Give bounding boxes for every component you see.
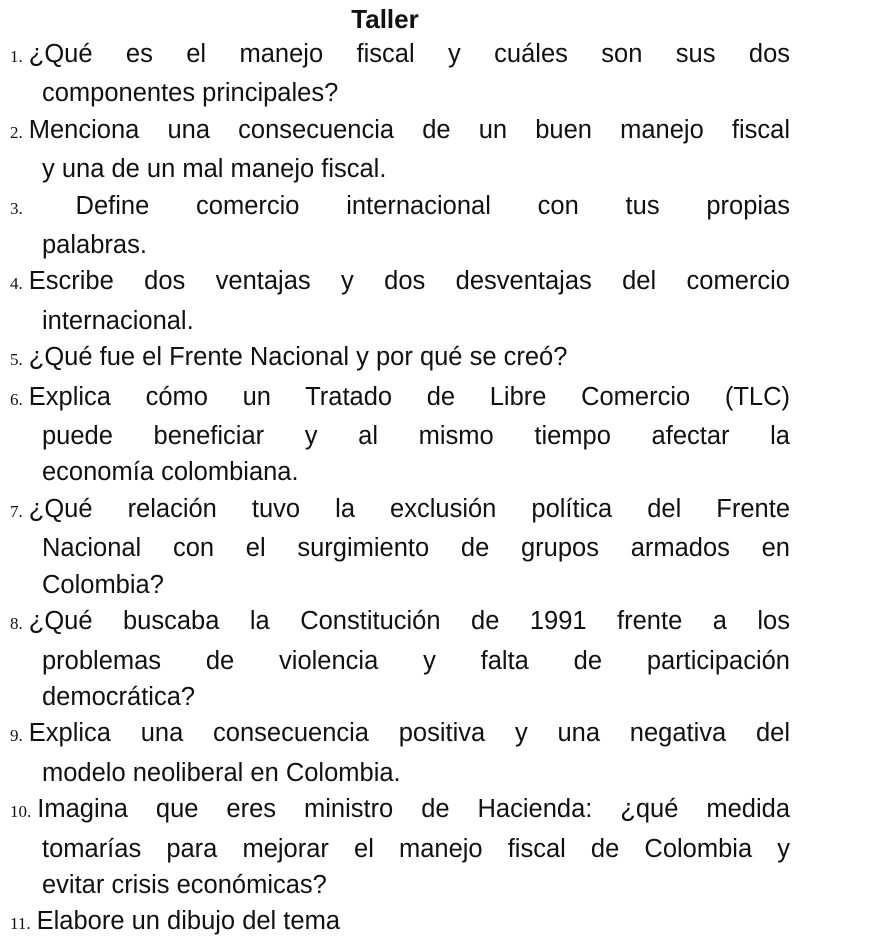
question-item: [10, 263, 790, 339]
question-number: 5.: [10, 350, 23, 370]
question-text: palabras.: [42, 231, 147, 260]
question-number: 10.: [10, 802, 32, 822]
question-line: [42, 567, 790, 603]
question-text: Explica cómo un Tratado de Libre Comercio (TLC): [28, 382, 790, 411]
question-line: [10, 379, 790, 418]
question-line: [10, 491, 790, 530]
question-number: 3.: [10, 198, 23, 218]
question-item: [10, 603, 790, 715]
question-line: [42, 679, 790, 715]
question-line: [42, 831, 790, 867]
question-line: [42, 454, 790, 490]
question-text: tomarías para mejorar el manejo fiscal de Colombia y: [42, 834, 790, 863]
question-text: modelo neoliberal en Colombia.: [42, 758, 401, 787]
question-item: [10, 903, 790, 942]
question-line: [42, 530, 790, 566]
question-text: Menciona una consecuencia de un buen manejo fiscal: [28, 115, 790, 144]
question-line: [10, 263, 790, 302]
question-text: Imagina que eres ministro de Hacienda: ¿qué medida: [37, 795, 790, 824]
question-text: democrática?: [42, 682, 196, 711]
question-item: [10, 112, 790, 188]
question-text: Nacional con el surgimiento de grupos armados en: [42, 534, 790, 563]
question-item: [10, 791, 790, 903]
question-text: Elabore un dibujo del tema: [36, 907, 340, 936]
question-line: [10, 715, 790, 754]
question-number: 6.: [10, 389, 23, 409]
question-line: [42, 151, 790, 187]
question-item: [10, 36, 790, 112]
question-line: [10, 339, 790, 378]
question-text: componentes principales?: [42, 79, 339, 108]
question-line: [42, 75, 790, 111]
question-number: 8.: [10, 614, 23, 634]
question-number: 9.: [10, 726, 23, 746]
question-line: [10, 603, 790, 642]
question-text: ¿Qué fue el Frente Nacional y por qué se creó?: [28, 343, 568, 372]
question-text: evitar crisis económicas?: [42, 870, 327, 899]
question-text: ¿Qué es el manejo fiscal y cuáles son sus dos: [28, 40, 790, 68]
question-text: Colombia?: [42, 570, 164, 599]
question-line: [10, 188, 790, 227]
question-text: puede beneficiar y al mismo tiempo afectar la: [42, 422, 790, 451]
question-number: 4.: [10, 274, 23, 294]
question-number: 11.: [10, 914, 31, 934]
question-number: 7.: [10, 501, 23, 521]
question-line: [10, 36, 790, 75]
question-line: [10, 112, 790, 151]
question-list: [10, 36, 790, 943]
question-text: Explica una consecuencia positiva y una negativa del: [28, 719, 790, 748]
question-text: internacional.: [42, 306, 194, 335]
question-line: [10, 903, 790, 942]
question-line: [10, 791, 790, 830]
question-item: [10, 491, 790, 603]
question-text: problemas de violencia y falta de participación: [42, 646, 790, 675]
question-text: y una de un mal manejo fiscal.: [42, 155, 387, 184]
question-item: [10, 379, 790, 491]
question-text: Define comercio internacional con tus propias: [28, 191, 790, 220]
question-line: [42, 227, 790, 263]
question-number: 1.: [10, 47, 23, 66]
document-title: Taller: [351, 4, 419, 34]
question-item: [10, 715, 790, 791]
question-text: Escribe dos ventajas y dos desventajas del comercio: [28, 267, 790, 296]
question-text: economía colombiana.: [42, 458, 299, 487]
question-line: [42, 418, 790, 454]
question-text: ¿Qué buscaba la Constitución de 1991 frente a los: [28, 607, 790, 636]
question-text: ¿Qué relación tuvo la exclusión política del Frente: [28, 494, 790, 523]
question-line: [42, 755, 790, 791]
question-line: [42, 867, 790, 903]
question-item: [10, 339, 790, 378]
question-line: [42, 303, 790, 339]
question-number: 2.: [10, 122, 23, 142]
question-item: [10, 188, 790, 264]
question-line: [42, 643, 790, 679]
